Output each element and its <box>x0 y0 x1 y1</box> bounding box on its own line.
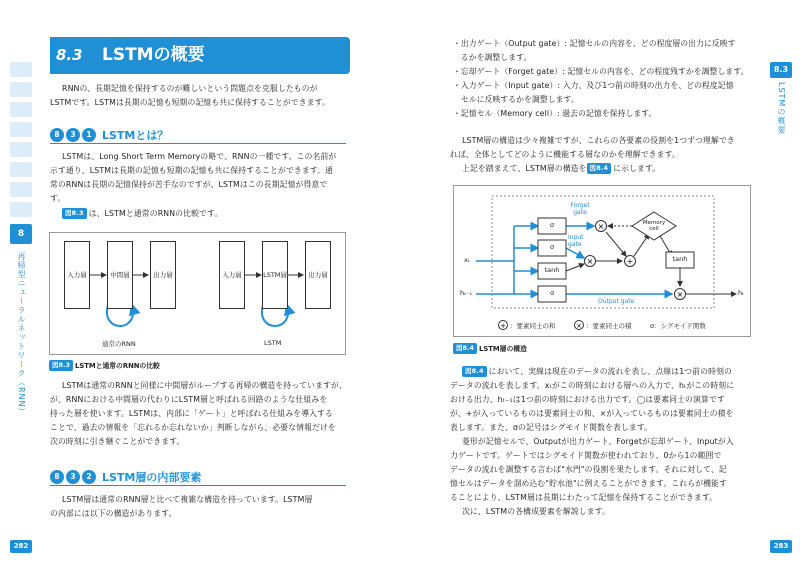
body-line: LSTM層は通常のRNN層と比べて複雑な構造を持っています。LSTM層 <box>62 495 313 504</box>
op-symbol: × <box>676 290 684 299</box>
figure-tag: 図8.3 <box>62 208 87 219</box>
body-line: の内部には以下の構造があります。 <box>50 509 177 518</box>
section-tab: 8.3 <box>770 62 792 78</box>
body-line: れば、全体としてどのように機能する層なのかを理解できます。 <box>450 150 680 159</box>
body-line: LSTM層の構造は少々複雑ですが、これらの各要素の役割を1つずつ理解でき <box>462 136 735 145</box>
ref-text: において、実線は現在のデータの流れを表し、点線は1つ前の時刻の <box>488 367 732 376</box>
body-line: 力ゲートです。ゲートではシグモイド関数が使われており、0から1の範囲で <box>450 451 722 460</box>
figure-lstm-structure <box>453 185 751 337</box>
hidden-layer-box: 中間層 <box>107 241 133 309</box>
legend-prod-text: ：要素同士の積 <box>586 322 632 330</box>
memory-cell-label: Memory cell <box>642 220 666 232</box>
body-line: おける出力、hₜ₋₁は1つ前の時刻における出力です。◯は要素同士の演算です <box>450 395 725 404</box>
body-line: データの流れを調整する言わば"水門"の役割を果たします。それに対して、記 <box>450 465 727 474</box>
sigma-label: σ <box>549 243 555 251</box>
tanh-out <box>566 264 584 271</box>
op-symbol: × <box>576 322 582 330</box>
bullet-item: ・記憶セル（Memory cell）: 過去の記憶を保持します。 <box>453 109 657 118</box>
bullet-item: ・忘却ゲート（Forget gate）: 記憶セルの内容を、どの程度残すかを調整します。 <box>453 67 749 76</box>
body-line: 持った層を使います。LSTMは、内部に「ゲート」と呼ばれる仕組みを導入する <box>50 409 334 418</box>
tanh-label: tanh <box>544 266 560 274</box>
page-number-left: 282 <box>10 540 32 553</box>
body-line: LSTMは通常のRNNと同様に中間層がループする再帰の構造を持っていますが、 <box>62 381 347 390</box>
op-symbol: + <box>626 257 634 266</box>
tanh-label: tanh <box>672 255 688 263</box>
body-line: データの流れを表します。xₜがこの時刻における層への入力で、hₜがこの時刻に <box>450 381 735 390</box>
figure-tag: 図8.3 <box>49 360 73 371</box>
ht-label: hₜ <box>738 289 745 297</box>
xt-label: xₜ <box>464 256 470 264</box>
edge-tab <box>10 122 32 137</box>
body-line: 次の時刻に引き継ぐことができます。 <box>50 437 185 446</box>
output-gate-label: Output gate <box>598 298 635 305</box>
section-header <box>50 37 350 74</box>
edge-tab <box>10 182 32 197</box>
figure-reference <box>462 365 732 379</box>
body-line: 憶セルはデータを溜め込む"貯水池"に例えることができます。これらが機能す <box>450 479 728 488</box>
legend-sigma-text: σ：シグモイド関数 <box>650 322 706 330</box>
sum-to-cell <box>634 234 649 256</box>
body-line: LSTMは、Long Short Term Memoryの略で、RNNの一種です。この名前が <box>62 152 337 161</box>
figure-tag: 図8.4 <box>453 343 477 354</box>
body-line: ことで、過去の情報を「忘れるか忘れないか」判断しながら、必要な情報だけを <box>50 423 336 432</box>
op-symbol: × <box>597 222 605 231</box>
sigma-label: σ <box>549 221 555 229</box>
edge-tab <box>10 102 32 117</box>
forget-to-sum <box>606 232 626 256</box>
lstm-diagram <box>454 186 752 338</box>
body-line: 次に、LSTMの各構成要素を解説します。 <box>462 507 610 516</box>
body-line: 菱形が記憶セルで、Outputが出力ゲート、Forgetが忘却ゲート、Inputが入 <box>462 437 734 446</box>
body-line: 示す通り、LSTMは長期の記憶も短期の記憶も共に保持することができます。通 <box>50 166 334 175</box>
op-symbol: × <box>586 257 594 266</box>
rnn-label: 通常のRNN <box>102 340 136 348</box>
heading-badge: 2 <box>82 470 96 484</box>
subsection-title: LSTM層の内部要素 <box>102 471 202 484</box>
figure-tag: 図8.4 <box>587 163 612 174</box>
chapter-vertical-title: 再帰型ニューラルネットワーク（RNN） <box>17 252 26 417</box>
edge-tab <box>10 82 32 97</box>
figure-arrows <box>50 233 347 356</box>
output-layer-box: 出力層 <box>305 241 331 309</box>
heading-badge: 3 <box>66 128 80 142</box>
figure-ref-text: は、LSTMと通常のRNNの比較です。 <box>88 209 223 218</box>
body-line: 表します。また、σの記号はシグモイド関数を表します。 <box>450 423 653 432</box>
heading-badge: 1 <box>82 128 96 142</box>
figure-reference <box>62 207 222 221</box>
subsection-heading-2 <box>50 470 346 486</box>
chapter-tab: 8 <box>10 224 32 244</box>
figure-reference <box>462 162 660 176</box>
output-layer-box: 出力層 <box>150 241 176 309</box>
bullet-item: ・出力ゲート（Output gate）: 記憶セルの内容を、どの程度層の出力に反映す <box>453 39 736 48</box>
op-symbol: + <box>500 322 506 330</box>
caption-text: LSTMと通常のRNNの比較 <box>75 362 160 370</box>
figure-caption <box>49 360 160 371</box>
legend-sum-text: ：要素同士の和 <box>510 322 556 330</box>
bullet-item: るかを調整します。 <box>453 53 532 62</box>
input-layer-box: 入力層 <box>64 241 90 309</box>
caption-text: LSTM層の構造 <box>479 345 527 353</box>
lstm-label: LSTM <box>264 339 282 347</box>
forget-gate-label: Forget gate <box>570 202 590 216</box>
input-out <box>566 248 584 258</box>
figure-tag: 図8.4 <box>462 366 487 377</box>
edge-tab <box>10 62 32 77</box>
section-vertical-title: LSTMの概要 <box>777 82 786 135</box>
edge-tab <box>10 202 32 217</box>
edge-tab <box>10 162 32 177</box>
figure-rnn-lstm-comparison <box>49 232 346 355</box>
page-number-right: 283 <box>770 540 792 553</box>
ref-text: に示します。 <box>613 164 661 173</box>
body-line: ることにより、LSTM層は長期にわたって記憶を保持することができます。 <box>450 493 718 502</box>
intro-line: LSTMです。LSTMは長期の記憶も短期の記憶も共に保持することができます。 <box>50 98 330 107</box>
body-line: す。 <box>50 194 66 203</box>
section-title: LSTMの概要 <box>102 45 205 65</box>
ref-text: 上記を踏まえて、LSTM層の構造を <box>462 164 587 173</box>
input-gate-label: Input gate <box>568 234 584 248</box>
body-line: が、+が入っているものは要素同士の和、×が入っているものは要素同士の積を <box>450 409 734 418</box>
body-line: が、RNNにおける中間層の代わりにLSTM層と呼ばれる回路のような仕組みを <box>50 395 328 404</box>
ht1-label: hₜ₋₁ <box>460 289 473 297</box>
bullet-item: セルに反映するかを調整します。 <box>453 95 579 104</box>
heading-badge: 3 <box>66 470 80 484</box>
intro-line: RNNの、長期記憶を保持するのが難しいという問題点を克服したものが <box>62 84 318 93</box>
input-layer-box: 入力層 <box>219 241 245 309</box>
heading-badge: 8 <box>50 128 64 142</box>
bullet-item: ・入力ゲート（Input gate）: 入力、及び1つ前の時刻の出力を、どの程度記憶 <box>453 81 734 90</box>
sigma-label: σ <box>549 289 555 297</box>
section-number: 8.3 <box>56 46 83 64</box>
lstm-layer-box: LSTM層 <box>262 241 288 309</box>
heading-badge: 8 <box>50 470 64 484</box>
subsection-heading-1 <box>50 128 346 144</box>
body-line: 常のRNNは長期の記憶保持が苦手なのですが、LSTMはこの長期記憶が得意で <box>50 180 328 189</box>
subsection-title: LSTMとは？ <box>102 129 169 142</box>
edge-tab <box>10 142 32 157</box>
figure-caption <box>453 343 527 354</box>
